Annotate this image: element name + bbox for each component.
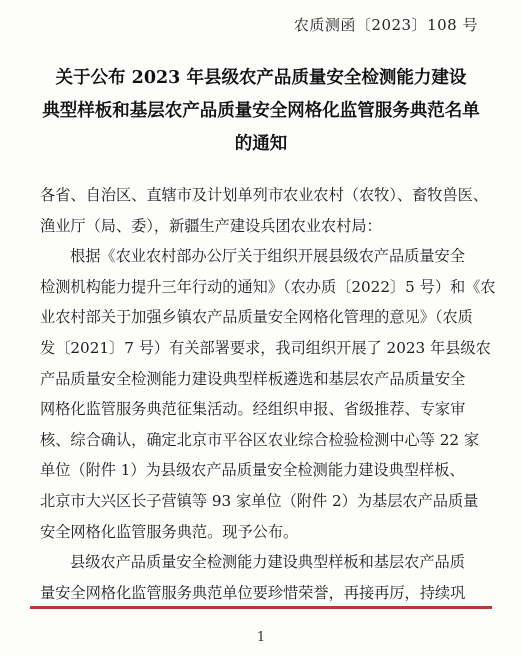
document-number: 农质测函〔2023〕108 号	[293, 16, 478, 34]
body-line: 根据《农业农村部办公厅关于组织开展县级农产品质量安全	[70, 247, 465, 266]
addressee-line: 各省、自治区、直辖市及计划单列市农业农村（农牧）、畜牧兽医、	[40, 186, 489, 204]
document-title	[40, 62, 482, 161]
body-line: 量安全网格化监管服务典范单位要珍惜荣誉，再接再厉，持续巩	[40, 583, 466, 602]
body-line: 网格化监管服务典范征集活动。经组织申报、省级推荐、专家审	[40, 400, 466, 419]
document-body	[40, 180, 496, 608]
title-line: 关于公布 2023 年县级农产品质量安全检测能力建设	[55, 68, 467, 88]
body-line: 县级农产品质量安全检测能力建设典型样板和基层农产品质	[70, 553, 465, 572]
body-line: 单位（附件 1）为县级农产品质量安全检测能力建设典型样板、	[40, 461, 465, 480]
body-line: 北京市大兴区长子营镇等 93 家单位（附件 2）为基层农产品质量	[40, 491, 479, 510]
body-line: 安全网格化监管服务典范。现予公布。	[40, 522, 299, 541]
page-number: 1	[256, 630, 266, 645]
title-line: 典型样板和基层农产品质量安全网格化监管服务典范名单	[42, 101, 480, 121]
addressee-line: 渔业厅（局、委），新疆生产建设兵团农业农村局：	[40, 216, 382, 235]
body-line: 产品质量安全检测能力建设典型样板遴选和基层农产品质量安全	[40, 369, 466, 388]
title-line: 的通知	[234, 134, 288, 154]
body-line: 发〔2021〕7 号）有关部署要求，我司组织开展了 2023 年县级农	[40, 338, 491, 357]
body-line: 检测机构能力提升三年行动的通知》（农办质〔2022〕5 号）和《农	[40, 277, 496, 296]
body-line: 核、综合确认，确定北京市平谷区农业综合检验检测中心等 22 家	[40, 430, 480, 449]
body-line: 业农村部关于加强乡镇农产品质量安全网格化管理的意见》（农质	[40, 308, 473, 327]
red-divider-rule	[30, 606, 492, 609]
